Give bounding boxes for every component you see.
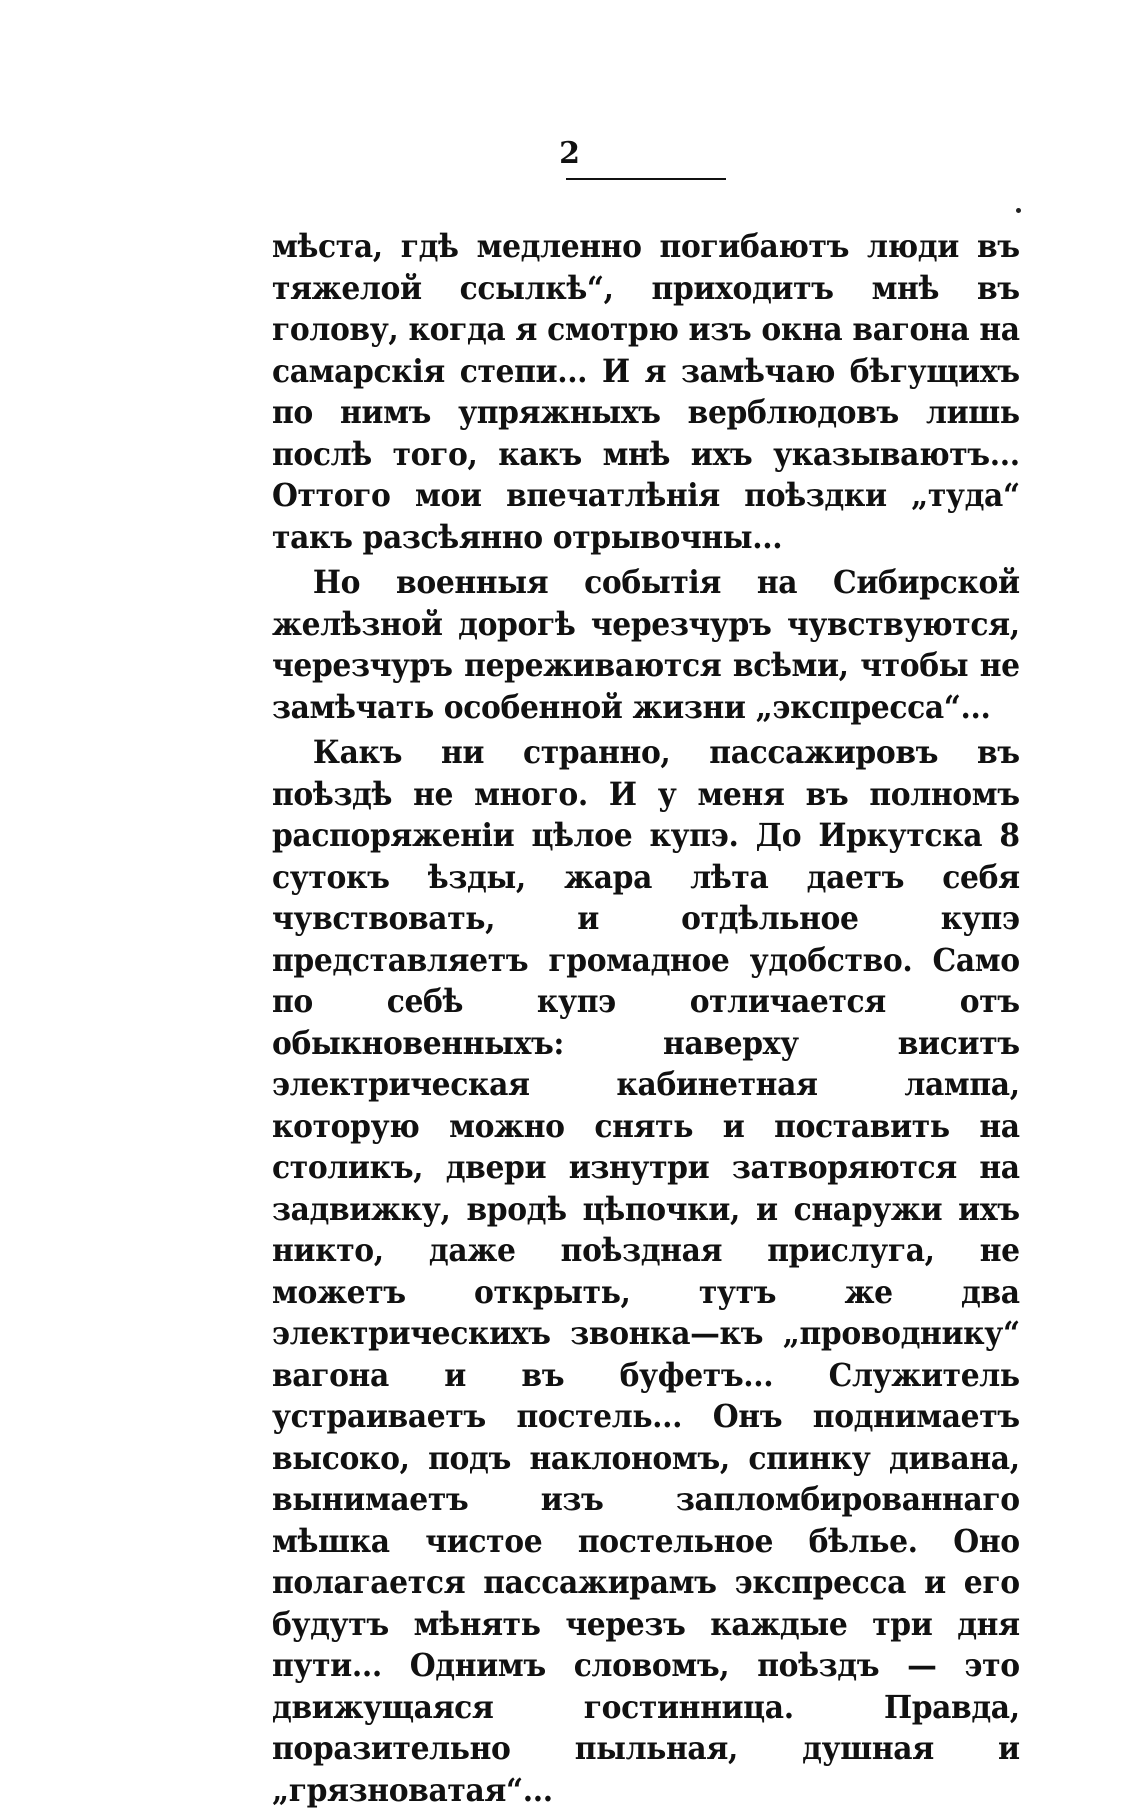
body-text bbox=[272, 226, 1020, 1815]
page-number: 2 bbox=[559, 136, 581, 171]
paragraph-2: Но военныя событія на Сибирской желѣзной дорогѣ черезчуръ чувствуются, черезчуръ переживаются всѣми, чтобы не замѣчать особенной жизни „экспресса“... bbox=[272, 563, 1020, 726]
print-speck bbox=[1016, 208, 1021, 213]
paragraph-1: мѣста, гдѣ медленно погибаютъ люди въ тяжелой ссылкѣ“, приходитъ мнѣ въ голову, когда я смотрю изъ окна вагона на самарскія степи... И я замѣчаю бѣгущихъ по нимъ упряжныхъ верблюдовъ лишь послѣ того, какъ мнѣ ихъ указываютъ... Оттого мои впечатлѣнія поѣздки „туда“ такъ разсѣянно отрывочны... bbox=[272, 227, 1020, 556]
paragraph-3: Какъ ни странно, пассажировъ въ поѣздѣ не много. И у меня въ полномъ распоряженіи цѣлое купэ. До Иркутска 8 сутокъ ѣзды, жара лѣта даетъ себя чувствовать, и отдѣльное купэ представляетъ громадное удобство. Само по себѣ купэ отличается отъ обыкновенныхъ: наверху виситъ электрическая кабинетная лампа, которую можно снять и поставить на столикъ, двери изнутри затворяются на задвижку, вродѣ цѣпочки, и снаружи ихъ никто, даже поѣздная прислуга, не можетъ открыть, тутъ же два электрическихъ звонка—къ „проводнику“ вагона и въ буфетъ... Служитель устраиваетъ постель... Онъ поднимаетъ высоко, подъ наклономъ, спинку дивана, вынимаетъ изъ запломбированнаго мѣшка чистое постельное бѣлье. Оно полагается пассажирамъ экспресса и его будутъ мѣнять черезъ каждые три дня пути... Однимъ словомъ, поѣздъ — это движущаяся гостинница. Правда, поразительно пыльная, душная и „грязноватая“... bbox=[272, 733, 1020, 1809]
header-rule bbox=[566, 178, 726, 180]
